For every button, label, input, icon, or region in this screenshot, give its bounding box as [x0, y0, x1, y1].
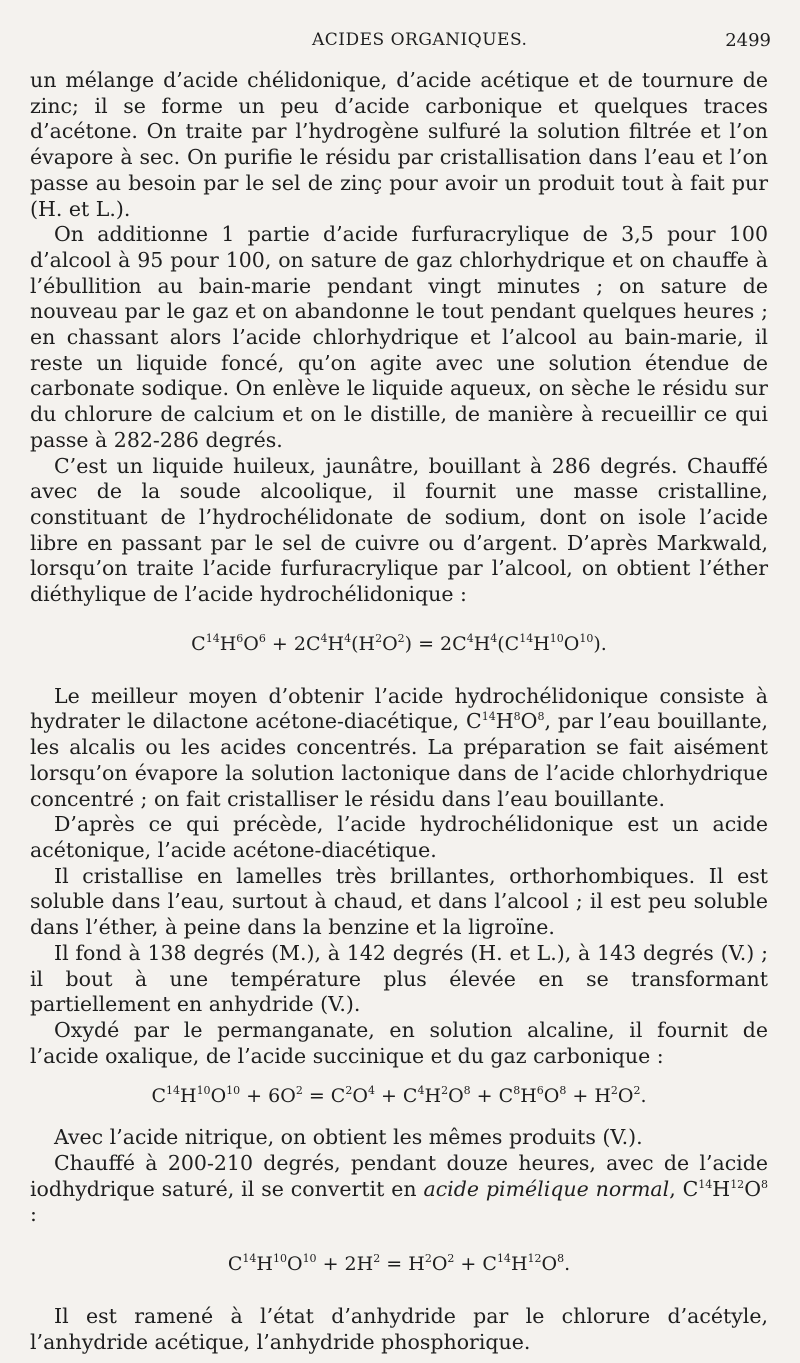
paragraph-1: un mélange d’acide chélidonique, d’acide acétique et de tournure de zinc; il se forme un peu d’acide carbonique et quelques traces d’acétone. On traite par l’hydrogène sulfuré la solution filtrée et l’on évapore à sec. On purifie le résidu par cristallisation dans l’eau et l’on passe au besoin par le sel de zinç pour avoir un produit tout à fait pur (H. et L.).	[30, 68, 768, 221]
page-number: 2499	[725, 30, 771, 51]
paragraph-10: Chauffé à 200-210 degrés, pendant douze heures, avec de l’acide iodhydrique saturé, il se convertit en acide pimélique normal, $C^{14}H^{12}O^8$ :	[30, 1151, 768, 1227]
paragraph-6: Il cristallise en lamelles très brillantes, orthorhombiques. Il est soluble dans l’eau, surtout à chaud, et dans l’alcool ; il est peu soluble dans l’éther, à peine dans la benzine et la ligroïne.	[30, 863, 768, 940]
formula-esterification: $C^{14}H^6O^6 + 2C^4H^4(H^2O^2) = 2C^4H^4(C^{14}H^{10}O^{10})$.	[191, 631, 607, 655]
paragraph-11: Il est ramené à l’état d’anhydride par le chlorure d’acétyle, l’anhydride acétique, l’anhydride phosphorique.	[30, 1304, 768, 1354]
paragraph-8: Oxydé par le permanganate, en solution alcaline, il fournit de l’acide oxalique, de l’acide succinique et du gaz carbonique :	[30, 1017, 768, 1068]
page-body	[30, 68, 768, 1356]
paragraph-3: C’est un liquide huileux, jaunâtre, bouillant à 286 degrés. Chauffé avec de la soude alcoolique, il fournit une masse cristalline, constituant de l’hydrochélidonate de sodium, dont on isole l’acide libre en passant par le sel de cuivre ou d’argent. D’après Markwald, lorsqu’on traite l’acide furfuracrylique par l’alcool, on obtient l’éther diéthylique de l’acide hydrochélidonique :	[30, 453, 768, 607]
paragraph-2: On additionne 1 partie d’acide furfuracrylique de 3,5 pour 100 d’alcool à 95 pour 100, on sature de gaz chlorhydrique et on chauffe à l’ébullition au bain-marie pendant vingt minutes ; on sature de nouveau par le gaz et on abandonne le tout pendant quelques heures ; en chassant alors l’acide chlorhydrique et l’alcool au bain-marie, il reste un liquide foncé, qu’on agite avec une solution étendue de carbonate sodique. On enlève le liquide aqueux, on sèche le résidu sur du chlorure de calcium et on le distille, de manière à recueillir ce qui passe à 282-286 degrés.	[30, 222, 768, 452]
paragraph-7: Il fond à 138 degrés (M.), à 142 degrés (H. et L.), à 143 degrés (V.) ; il bout à une température plus élevée en se transformant partiellement en anhydride (V.).	[30, 940, 768, 1017]
formula-reduction: $C^{14}H^{10}O^{10} + 2H^2 = H^2O^2 + C^{14}H^{12}O^8$.	[227, 1252, 571, 1276]
running-header	[0, 30, 800, 54]
paragraph-5: D’après ce qui précède, l’acide hydrochélidonique est un acide acétonique, l’acide acétone-diacétique.	[30, 812, 768, 862]
running-title: ACIDES ORGANIQUES.	[312, 30, 528, 50]
paragraph-4: Le meilleur moyen d’obtenir l’acide hydrochélidonique consiste à hydrater le dilactone acétone-diacétique, $C^{14}H^8O^8$, par l’eau bouillante, les alcalis ou les acides concentrés. La préparation se fait aisément lorsqu’on évapore la solution lactonique dans de l’acide chlorhydrique concentré ; on fait cristalliser le résidu dans l’eau bouillante.	[30, 683, 768, 811]
paragraph-9: Avec l’acide nitrique, on obtient les mêmes produits (V.).	[54, 1125, 643, 1150]
formula-oxidation: $C^{14}H^{10}O^{10} + 6O^2 = C^2O^4 + C^4H^2O^8 + C^8H^6O^8 + H^2O^2$.	[151, 1084, 647, 1108]
